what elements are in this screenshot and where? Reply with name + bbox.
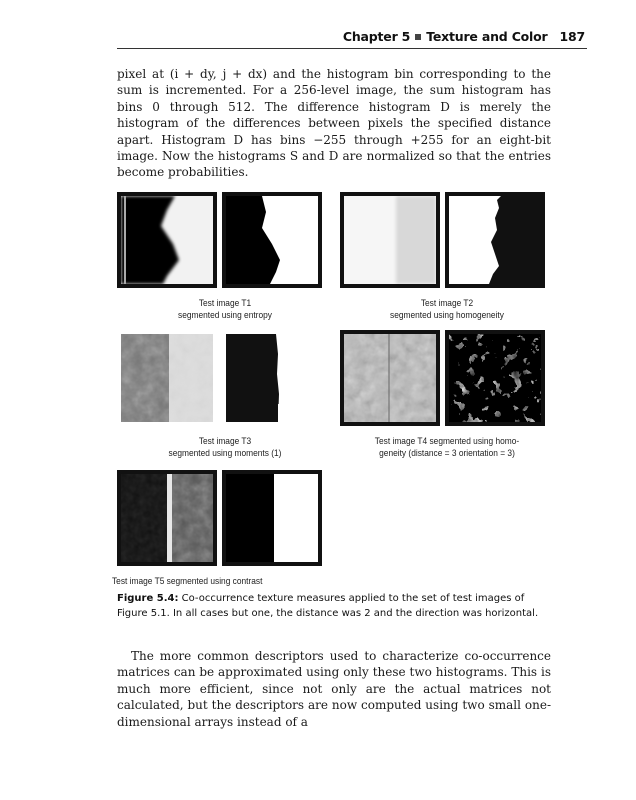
caption-t4: Test image T4 segmented using homo- geneity (distance = 3 orientation = 3) xyxy=(374,436,520,459)
figure-caption xyxy=(117,591,557,621)
caption-t3: Test image T3 segmented using moments (1) xyxy=(168,436,282,459)
caption-t2: Test image T2 segmented using homogeneity xyxy=(390,298,504,321)
caption-t5: Test image T5 segmented using contrast xyxy=(112,576,263,587)
body-paragraph-2: The more common descriptors used to characterize co-occurrence matrices can be approximated using only these two histograms. This is much more efficient, since not only are the actual matrices not calculated, but the descriptors are now computed using two small one-dimensional arrays instead of a xyxy=(117,649,551,729)
body-paragraph-1: pixel at (i + dy, j + dx) and the histogram bin corresponding to the sum is incremented. For a 256-level image, the sum histogram has bins 0 through 512. The difference histogram D is merely the histogram of the differences between pixels the specified distance apart. Histogram D has bins −255 through +255 for an eight-bit image. Now the histograms S and D are normalized so that the entries become probabilities. xyxy=(117,67,551,180)
chapter-label: Chapter 5 xyxy=(342,29,411,44)
figure-caption-text: Co-occurrence texture measures applied to the set of test images of Figure 5.1. In all cases but one, the distance was 2 and the direction was horizontal. xyxy=(117,593,539,619)
figure-label: Figure 5.4: xyxy=(117,593,179,604)
running-header xyxy=(117,28,587,49)
t1-original-image xyxy=(117,192,217,288)
t1-segmented-image xyxy=(222,192,322,288)
header-text xyxy=(343,29,585,44)
t4-original-image xyxy=(340,330,440,426)
page-number: 187 xyxy=(559,29,585,44)
t3-original-image xyxy=(117,330,217,426)
caption-t1: Test image T1 segmented using entropy xyxy=(178,298,272,321)
t3-segmented-image xyxy=(222,330,322,426)
t2-original-image xyxy=(340,192,440,288)
t2-segmented-image xyxy=(445,192,545,288)
square-bullet-icon xyxy=(415,34,421,40)
t5-original-image xyxy=(117,470,217,566)
section-title: Texture and Color xyxy=(426,29,548,44)
t5-segmented-image xyxy=(222,470,322,566)
t4-segmented-image xyxy=(445,330,545,426)
